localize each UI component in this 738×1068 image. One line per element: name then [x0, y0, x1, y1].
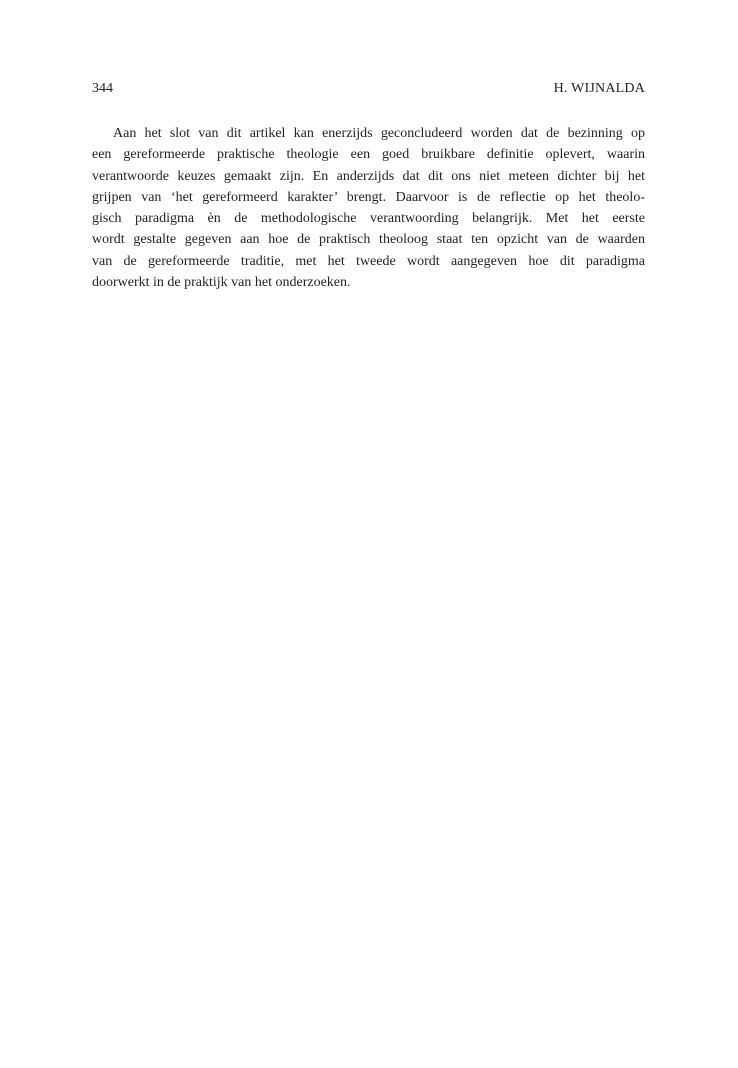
body-paragraph: [92, 123, 645, 293]
paragraph-line: grijpen van ‘het gereformeerd karakter’ brengt. Daarvoor is de reflectie op het theolo-: [92, 189, 645, 205]
paragraph-line: verantwoorde keuzes gemaakt zijn. En anderzijds dat dit ons niet meteen dichter bij het: [92, 168, 645, 184]
paragraph-line: een gereformeerde praktische theologie een goed bruikbare definitie oplevert, waarin: [92, 147, 645, 163]
paragraph-line: Aan het slot van dit artikel kan enerzijds geconcludeerd worden dat de bezinning op: [113, 126, 645, 141]
paragraph-line: van de gereformeerde traditie, met het tweede wordt aangegeven hoe dit paradigma: [92, 253, 645, 269]
paragraph-line: wordt gestalte gegeven aan hoe de praktisch theoloog staat ten opzicht van de waarden: [92, 232, 645, 248]
paragraph-line: doorwerkt in de praktijk van het onderzoeken.: [92, 275, 351, 291]
running-head-author: H. WIJNALDA: [553, 81, 645, 96]
page-number: 344: [92, 81, 113, 96]
running-head: [92, 79, 645, 99]
paragraph-line: gisch paradigma èn de methodologische verantwoording belangrijk. Met het eerste: [92, 211, 645, 227]
